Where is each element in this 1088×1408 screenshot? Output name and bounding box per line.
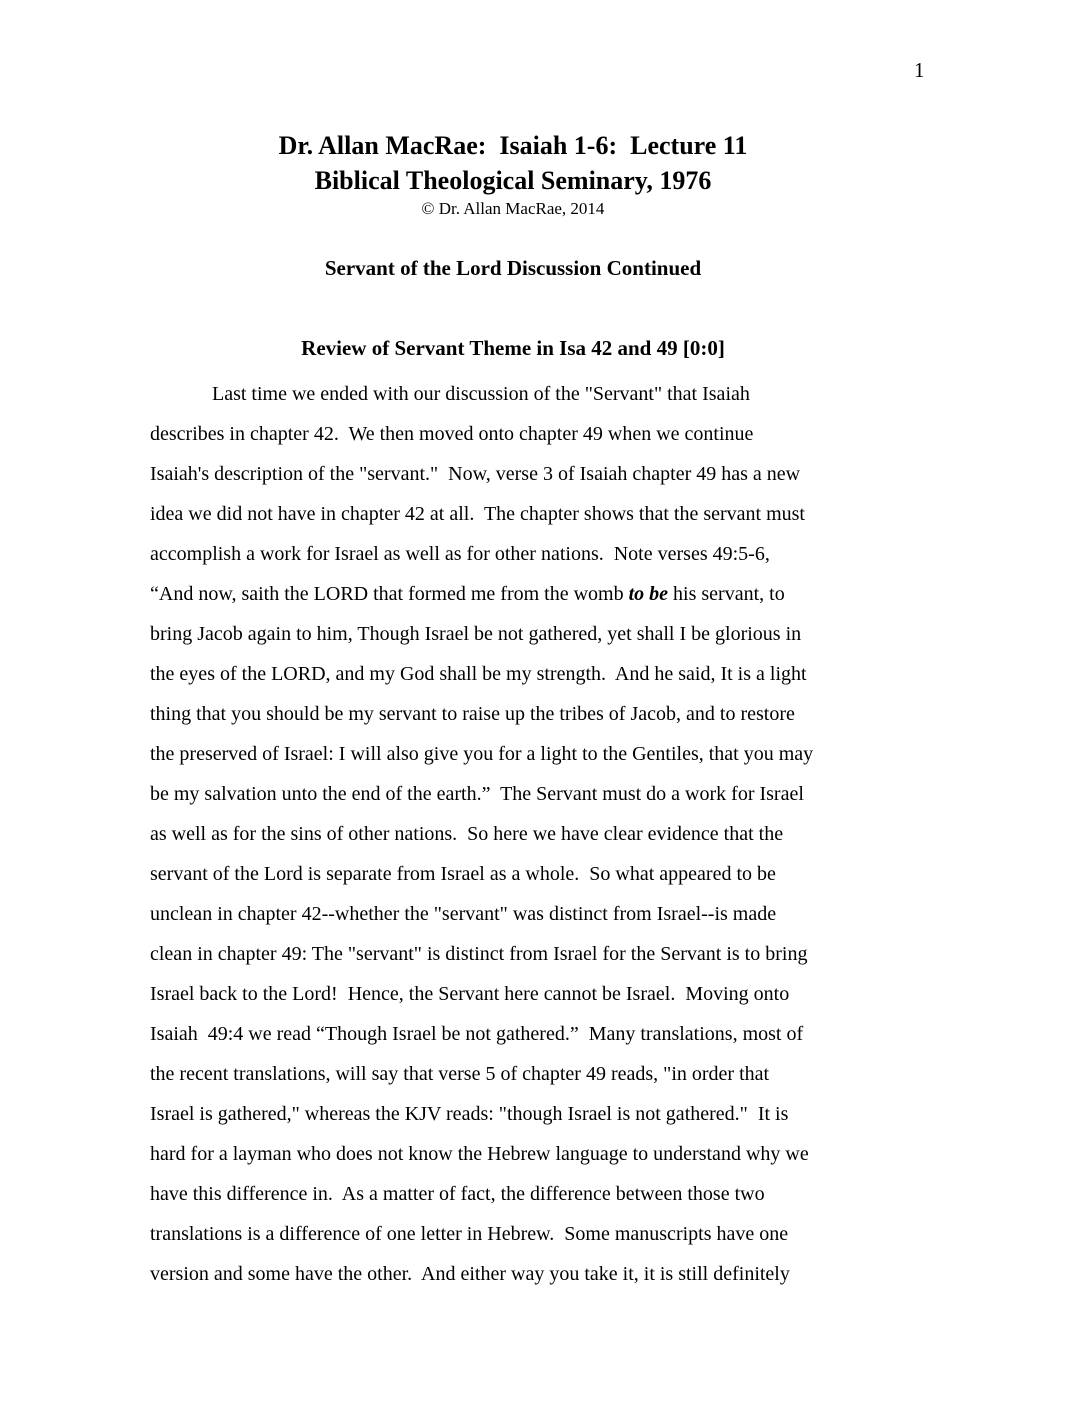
body-line [150, 1054, 940, 1094]
body-line [150, 614, 940, 654]
body-text: the recent translations, will say that verse 5 of chapter 49 reads, "in order that [150, 1063, 770, 1085]
body-line [150, 694, 940, 734]
body-line [150, 734, 940, 774]
body-text: the preserved of Israel: I will also give you for a light to the Gentiles, that you may [150, 743, 814, 765]
body-line [150, 974, 940, 1014]
body-line [150, 814, 940, 854]
body-text: Israel back to the Lord! Hence, the Servant here cannot be Israel. Moving onto [150, 983, 790, 1005]
document-title-line1: Dr. Allan MacRae: Isaiah 1-6: Lecture 11 [278, 131, 748, 160]
body-text: have this difference in. As a matter of fact, the difference between those two [150, 1183, 765, 1205]
body-line [150, 1214, 940, 1254]
body-line [150, 534, 940, 574]
document-title-line2: Biblical Theological Seminary, 1976 [314, 166, 712, 195]
body-line [150, 894, 940, 934]
body-text: Israel is gathered," whereas the KJV reads: "though Israel is not gathered." It is [150, 1103, 789, 1125]
body-text: unclean in chapter 42--whether the "servant" was distinct from Israel--is made [150, 903, 777, 925]
body-line [150, 414, 940, 454]
body-text: Isaiah's description of the "servant." Now, verse 3 of Isaiah chapter 49 has a new [150, 463, 801, 485]
body-text: servant of the Lord is separate from Israel as a whole. So what appeared to be [150, 863, 776, 885]
body-line [150, 1094, 940, 1134]
body-text: idea we did not have in chapter 42 at all. The chapter shows that the servant must [150, 503, 805, 525]
body-line [150, 1254, 940, 1294]
body-text: as well as for the sins of other nations. So here we have clear evidence that the [150, 823, 784, 845]
body-line [150, 374, 940, 414]
body-line [150, 1134, 940, 1174]
body-text: describes in chapter 42. We then moved onto chapter 49 when we continue [150, 423, 754, 445]
body-line [150, 854, 940, 894]
body-text: accomplish a work for Israel as well as for other nations. Note verses 49:5-6, [150, 543, 770, 565]
section-heading: Review of Servant Theme in Isa 42 and 49 [0:0] [301, 336, 725, 360]
body-text: the eyes of the LORD, and my God shall be my strength. And he said, It is a light [150, 663, 807, 685]
body-text: thing that you should be my servant to raise up the tribes of Jacob, and to restore [150, 703, 795, 725]
body-line [150, 774, 940, 814]
body-line [150, 574, 940, 614]
body-text: hard for a layman who does not know the Hebrew language to understand why we [150, 1143, 809, 1165]
body-text: version and some have the other. And either way you take it, it is still definitely [150, 1263, 790, 1285]
body-text: his servant, to [668, 583, 785, 605]
body-line [150, 494, 940, 534]
header-block [150, 128, 876, 362]
body-text: Isaiah 49:4 we read “Though Israel be not gathered.” Many translations, most of [150, 1023, 804, 1045]
copyright-line: © Dr. Allan MacRae, 2014 [421, 199, 605, 218]
body-line [150, 1014, 940, 1054]
body-text: bring Jacob again to him, Though Israel be not gathered, yet shall I be glorious in [150, 623, 802, 645]
body-text: be my salvation unto the end of the earth.” The Servant must do a work for Israel [150, 783, 804, 805]
body-line [150, 934, 940, 974]
body-text: “And now, saith the LORD that formed me from the womb [150, 583, 629, 605]
body-text: clean in chapter 49: The "servant" is distinct from Israel for the Servant is to bring [150, 943, 808, 965]
page-number: 1 [914, 58, 925, 82]
body-line [150, 454, 940, 494]
emphasized-text: to be [628, 583, 669, 605]
body-line [150, 654, 940, 694]
body-line [150, 1174, 940, 1214]
body-text: Last time we ended with our discussion of the "Servant" that Isaiah [212, 383, 750, 405]
body-text: translations is a difference of one letter in Hebrew. Some manuscripts have one [150, 1223, 789, 1245]
document-subtitle: Servant of the Lord Discussion Continued [324, 256, 702, 280]
body-paragraph [150, 374, 940, 1294]
